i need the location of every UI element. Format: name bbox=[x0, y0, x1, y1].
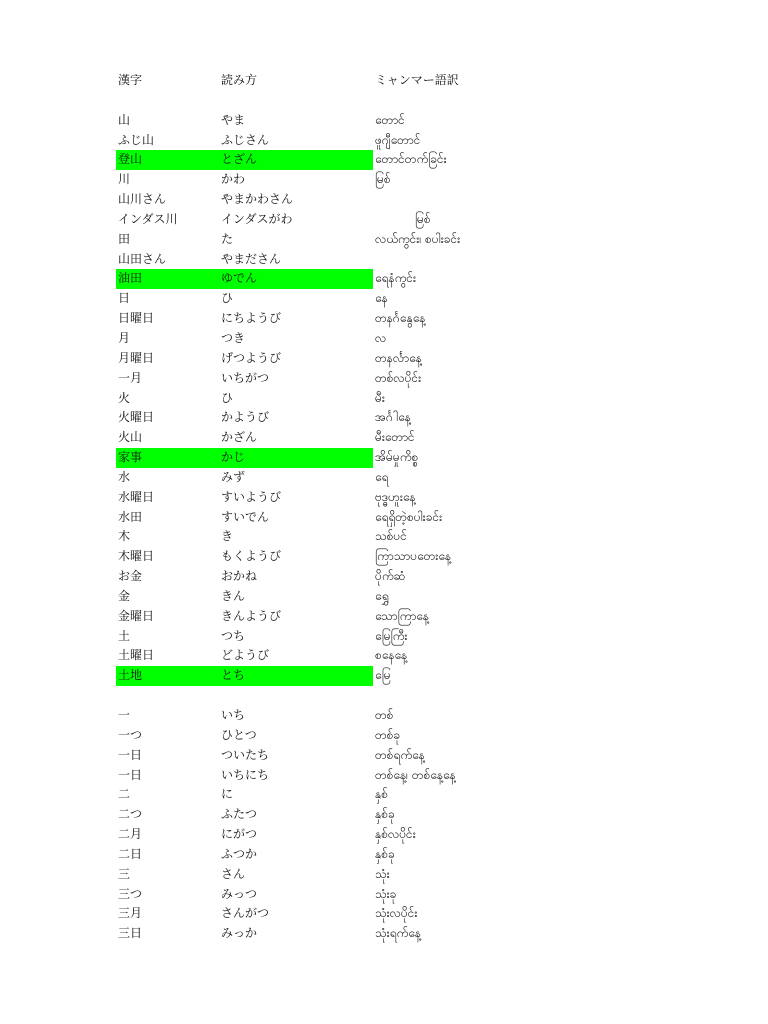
kanji-cell[interactable]: 田 bbox=[118, 231, 131, 246]
reading-cell[interactable]: きんようび bbox=[221, 608, 282, 623]
table-row bbox=[116, 825, 496, 845]
kanji-cell[interactable]: 水曜日 bbox=[118, 489, 155, 504]
translation-cell[interactable]: တစ်နေ့၊ တစ်နေ့နေ့ bbox=[375, 767, 456, 782]
table-row bbox=[116, 150, 496, 170]
header-translation[interactable]: ミャンマー語訳 bbox=[375, 73, 459, 87]
reading-cell[interactable]: にがつ bbox=[221, 827, 258, 842]
reading-cell[interactable]: おかね bbox=[221, 569, 258, 584]
table-row bbox=[116, 706, 496, 726]
reading-cell[interactable]: さん bbox=[221, 866, 246, 881]
kanji-cell[interactable]: 登山 bbox=[116, 150, 219, 170]
kanji-cell[interactable]: 土地 bbox=[116, 666, 219, 686]
table-row bbox=[116, 865, 496, 885]
translation-cell[interactable]: သစ်ပင် bbox=[375, 529, 407, 544]
kanji-cell[interactable]: 山川さん bbox=[118, 192, 167, 207]
kanji-cell[interactable]: 水 bbox=[118, 469, 131, 484]
translation-cell[interactable]: ရေနံကွင်း bbox=[375, 271, 417, 286]
translation-cell[interactable] bbox=[373, 250, 496, 270]
table-row bbox=[116, 924, 496, 944]
translation-cell[interactable]: အိမ်မှုကိစ္စ bbox=[375, 450, 419, 465]
table-row bbox=[116, 210, 496, 230]
vocab-section-2 bbox=[116, 706, 496, 944]
kanji-cell[interactable]: 三 bbox=[118, 866, 131, 881]
kanji-cell[interactable]: 月曜日 bbox=[118, 350, 155, 365]
kanji-cell[interactable]: 水田 bbox=[118, 509, 143, 524]
translation-cell[interactable]: မီးတောင် bbox=[375, 430, 415, 445]
translation-cell[interactable]: မြေကြီး bbox=[375, 628, 408, 643]
table-row bbox=[116, 170, 496, 190]
translation-cell[interactable]: မြစ် bbox=[415, 211, 431, 226]
translation-cell[interactable]: လ bbox=[375, 330, 387, 345]
kanji-cell[interactable]: 三つ bbox=[118, 886, 143, 901]
table-row bbox=[116, 289, 496, 309]
translation-cell[interactable]: တနင်္လာနေ့ bbox=[375, 350, 422, 365]
translation-cell[interactable]: ရွှေ bbox=[375, 588, 389, 603]
reading-cell[interactable]: ひ bbox=[221, 390, 234, 405]
reading-cell[interactable]: ひ bbox=[221, 291, 234, 306]
reading-cell[interactable]: すいようび bbox=[221, 489, 282, 504]
kanji-cell[interactable]: 土曜日 bbox=[118, 648, 155, 663]
table-row bbox=[116, 805, 496, 825]
kanji-cell[interactable]: 二日 bbox=[118, 846, 143, 861]
reading-cell[interactable]: いちにち bbox=[221, 767, 270, 782]
table-row bbox=[116, 468, 496, 488]
translation-cell[interactable]: တောင် bbox=[375, 112, 405, 127]
translation-cell[interactable]: ရေရှိတဲ့စပါးခင်း bbox=[375, 509, 443, 524]
kanji-cell[interactable]: 川 bbox=[118, 172, 131, 187]
table-row bbox=[116, 369, 496, 389]
kanji-cell[interactable]: 日 bbox=[118, 291, 131, 306]
table-row bbox=[116, 885, 496, 905]
translation-cell[interactable]: နှစ်လပိုင်း bbox=[375, 827, 416, 842]
translation-cell[interactable]: ရေ bbox=[375, 469, 389, 484]
translation-cell[interactable]: လယ်ကွင်း၊ စပါးခင်း bbox=[375, 231, 461, 246]
kanji-cell[interactable]: 月 bbox=[118, 330, 131, 345]
table-row bbox=[116, 190, 496, 210]
kanji-cell[interactable]: 火曜日 bbox=[118, 410, 155, 425]
kanji-cell[interactable]: 二 bbox=[118, 787, 131, 802]
reading-cell[interactable]: やまかわさん bbox=[221, 192, 294, 207]
table-row bbox=[116, 567, 496, 587]
kanji-cell[interactable]: 一 bbox=[118, 708, 131, 722]
translation-cell[interactable]: ဖူဂျီတောင် bbox=[375, 132, 421, 147]
reading-cell[interactable]: かじ bbox=[219, 448, 373, 468]
table-row bbox=[116, 448, 496, 468]
table-row bbox=[116, 587, 496, 607]
table-row bbox=[116, 250, 496, 270]
translation-cell[interactable]: ပိုက်ဆံ bbox=[375, 569, 406, 584]
kanji-cell[interactable]: 油田 bbox=[116, 269, 219, 289]
translation-cell[interactable]: တစ်လပိုင်း bbox=[375, 370, 422, 385]
kanji-cell[interactable]: 三日 bbox=[118, 926, 143, 941]
translation-cell[interactable]: သုံး bbox=[375, 866, 390, 881]
table-row bbox=[116, 508, 496, 528]
reading-cell[interactable]: さんがつ bbox=[221, 906, 270, 921]
table-row bbox=[116, 845, 496, 865]
translation-cell[interactable]: တစ်ခု bbox=[375, 727, 401, 742]
reading-cell[interactable]: き bbox=[221, 529, 234, 544]
reading-cell[interactable]: ふつか bbox=[221, 846, 258, 861]
reading-cell[interactable]: みっか bbox=[221, 926, 258, 941]
reading-cell[interactable]: かわ bbox=[221, 172, 246, 187]
table-row bbox=[116, 666, 496, 686]
vocabulary-sheet bbox=[116, 71, 496, 944]
translation-cell[interactable]: သုံးရက်နေ့ bbox=[375, 926, 422, 941]
reading-cell[interactable]: かようび bbox=[221, 410, 270, 425]
translation-cell[interactable]: မြစ် bbox=[375, 172, 391, 187]
vocab-section-1 bbox=[116, 111, 496, 686]
reading-cell[interactable]: ゆでん bbox=[219, 269, 373, 289]
kanji-cell[interactable]: 金 bbox=[118, 588, 131, 603]
kanji-cell[interactable]: 土 bbox=[118, 628, 131, 643]
table-row bbox=[116, 428, 496, 448]
table-row bbox=[116, 111, 496, 131]
section-spacer bbox=[116, 686, 496, 706]
table-row bbox=[116, 389, 496, 409]
translation-cell[interactable]: တစ်ရက်နေ့ bbox=[375, 747, 425, 762]
reading-cell[interactable]: げつようび bbox=[221, 350, 282, 365]
reading-cell[interactable]: つき bbox=[221, 330, 246, 345]
reading-cell[interactable]: ひとつ bbox=[221, 727, 257, 742]
translation-cell[interactable]: တနင်္ဂနွေနေ့ bbox=[375, 311, 426, 326]
kanji-cell[interactable]: 二月 bbox=[118, 827, 143, 842]
reading-cell[interactable]: きん bbox=[221, 588, 246, 603]
reading-cell[interactable]: いちがつ bbox=[221, 370, 270, 385]
translation-cell[interactable] bbox=[373, 190, 496, 210]
reading-cell[interactable]: すいでん bbox=[221, 509, 270, 524]
reading-cell[interactable]: かざん bbox=[221, 430, 258, 445]
reading-cell[interactable]: もくようび bbox=[221, 549, 282, 564]
kanji-cell[interactable]: 火 bbox=[118, 390, 131, 405]
kanji-cell[interactable]: 一日 bbox=[118, 767, 143, 782]
header-reading[interactable]: 読み方 bbox=[221, 73, 258, 87]
table-row bbox=[116, 646, 496, 666]
header-kanji[interactable]: 漢字 bbox=[118, 73, 143, 87]
translation-cell[interactable]: နေ bbox=[375, 291, 388, 306]
kanji-cell[interactable]: 二つ bbox=[118, 807, 143, 822]
table-row bbox=[116, 527, 496, 547]
translation-cell[interactable]: အင်္ဂါနေ့ bbox=[375, 410, 411, 425]
kanji-cell[interactable]: インダス川 bbox=[118, 211, 178, 226]
translation-cell[interactable]: သုံးခု bbox=[375, 886, 397, 901]
reading-cell[interactable]: インダスがわ bbox=[221, 211, 293, 226]
translation-cell[interactable]: နှစ်ခု bbox=[375, 846, 395, 861]
table-row bbox=[116, 766, 496, 786]
translation-cell[interactable]: သုံးလပိုင်း bbox=[375, 906, 418, 921]
kanji-cell[interactable]: ふじ山 bbox=[118, 132, 155, 147]
table-row bbox=[116, 488, 496, 508]
table-row bbox=[116, 349, 496, 369]
table-row bbox=[116, 230, 496, 250]
reading-cell[interactable]: やま bbox=[221, 112, 246, 127]
table-row bbox=[116, 627, 496, 647]
kanji-cell[interactable]: お金 bbox=[118, 569, 143, 584]
reading-cell[interactable]: にちようび bbox=[221, 311, 282, 326]
kanji-cell[interactable]: 火山 bbox=[118, 430, 143, 445]
reading-cell[interactable]: いち bbox=[221, 708, 246, 722]
table-row bbox=[116, 547, 496, 567]
reading-cell[interactable]: ついたち bbox=[221, 747, 270, 762]
table-row bbox=[116, 309, 496, 329]
table-row bbox=[116, 131, 496, 151]
kanji-cell[interactable]: 三月 bbox=[118, 906, 143, 921]
translation-cell[interactable]: နှစ်ခု bbox=[375, 807, 395, 822]
kanji-cell[interactable]: 一月 bbox=[118, 370, 143, 385]
table-row bbox=[116, 408, 496, 428]
kanji-cell[interactable]: 日曜日 bbox=[118, 311, 155, 326]
translation-cell[interactable]: ဗုဒ္ဓဟူးနေ့ bbox=[375, 489, 416, 504]
translation-cell[interactable]: နှစ် bbox=[375, 787, 388, 802]
kanji-cell[interactable]: 金曜日 bbox=[118, 608, 155, 623]
translation-cell[interactable]: မီး bbox=[375, 390, 385, 405]
kanji-cell[interactable]: 木 bbox=[118, 529, 131, 544]
reading-cell[interactable]: とざん bbox=[219, 150, 373, 170]
kanji-cell[interactable]: 山田さん bbox=[118, 251, 167, 266]
table-row bbox=[116, 607, 496, 627]
translation-cell[interactable]: တစ် bbox=[375, 708, 394, 722]
kanji-cell[interactable]: 一日 bbox=[118, 747, 143, 762]
translation-cell[interactable]: ကြာသာပတေးနေ့ bbox=[375, 549, 452, 564]
reading-cell[interactable]: に bbox=[221, 787, 234, 802]
table-row bbox=[116, 785, 496, 805]
reading-cell[interactable]: どようび bbox=[221, 648, 270, 663]
translation-cell[interactable]: စနေနေ့ bbox=[375, 648, 408, 663]
reading-cell[interactable]: みっつ bbox=[221, 886, 258, 901]
translation-cell[interactable]: တောင်တက်ခြင်း bbox=[375, 152, 447, 167]
kanji-cell[interactable]: 木曜日 bbox=[118, 549, 155, 564]
table-row bbox=[116, 904, 496, 924]
translation-cell[interactable]: သောကြာနေ့ bbox=[375, 608, 429, 623]
reading-cell[interactable]: みず bbox=[221, 469, 246, 484]
table-row bbox=[116, 269, 496, 289]
kanji-cell[interactable]: 家事 bbox=[116, 448, 219, 468]
header-row bbox=[116, 71, 496, 91]
reading-cell[interactable]: つち bbox=[221, 628, 246, 643]
table-row bbox=[116, 726, 496, 746]
reading-cell[interactable]: ふじさん bbox=[221, 132, 270, 147]
reading-cell[interactable]: とち bbox=[219, 666, 373, 686]
kanji-cell[interactable]: 一つ bbox=[118, 727, 143, 742]
table-row bbox=[116, 329, 496, 349]
reading-cell[interactable]: ふたつ bbox=[221, 807, 258, 822]
table-row bbox=[116, 746, 496, 766]
reading-cell[interactable]: た bbox=[221, 231, 234, 246]
kanji-cell[interactable]: 山 bbox=[118, 112, 131, 127]
reading-cell[interactable]: やまださん bbox=[221, 251, 282, 266]
translation-cell[interactable]: မြေ bbox=[375, 668, 391, 683]
